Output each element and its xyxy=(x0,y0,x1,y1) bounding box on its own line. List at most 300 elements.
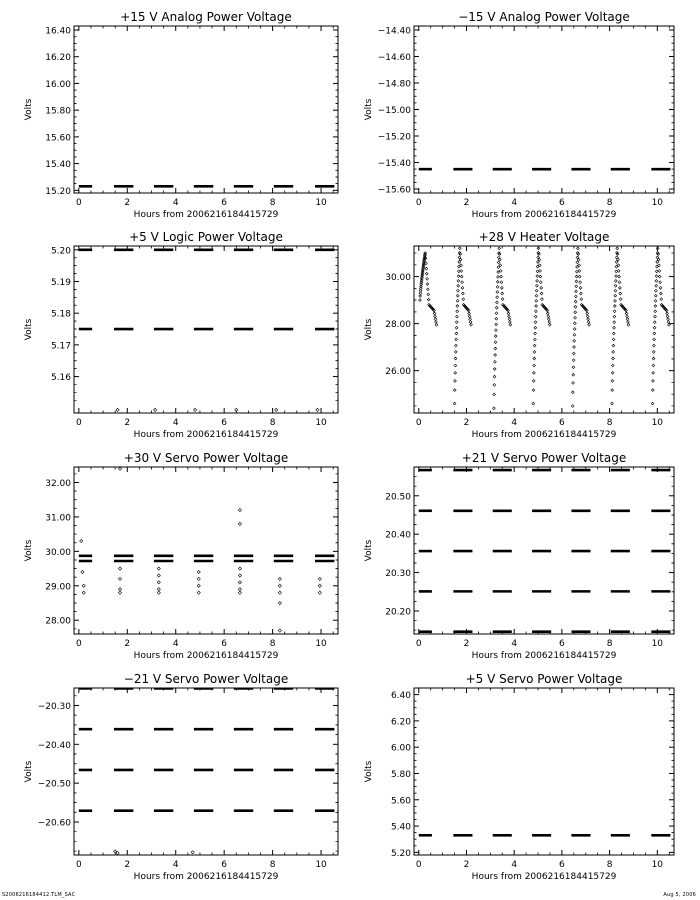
data-point xyxy=(157,574,160,577)
chart-panel xyxy=(364,230,674,440)
y-tick-label: 15.80 xyxy=(45,106,71,117)
data-point xyxy=(576,247,579,250)
y-tick-label: 30.00 xyxy=(45,547,71,558)
x-tick-label: 8 xyxy=(606,418,613,428)
x-tick-label: 4 xyxy=(511,418,518,428)
data-point xyxy=(425,272,428,275)
data-point xyxy=(658,275,661,278)
data-point xyxy=(619,286,622,289)
data-point xyxy=(457,270,460,273)
data-point xyxy=(572,352,575,355)
data-point xyxy=(457,275,460,278)
data-point xyxy=(118,591,121,594)
y-tick-label: 16.20 xyxy=(45,53,71,64)
data-point xyxy=(658,270,661,273)
data-point xyxy=(651,389,654,392)
data-point xyxy=(532,371,535,374)
data-point xyxy=(533,364,536,367)
y-tick-label: −14.40 xyxy=(377,26,411,37)
data-point xyxy=(495,317,498,320)
data-point xyxy=(534,332,537,335)
x-axis-label: Hours from 2006216184415729 xyxy=(133,210,279,220)
data-point xyxy=(532,389,535,392)
data-point xyxy=(613,315,616,318)
data-point xyxy=(118,577,121,580)
data-point xyxy=(655,284,658,287)
data-point xyxy=(457,284,460,287)
data-point xyxy=(654,294,657,297)
data-point xyxy=(586,312,589,315)
y-axis-label: Volts xyxy=(24,98,34,121)
data-point xyxy=(501,298,504,301)
data-point xyxy=(434,318,437,321)
data-point xyxy=(508,321,511,324)
data-point xyxy=(615,275,618,278)
data-point xyxy=(457,289,460,292)
data-point xyxy=(619,292,622,295)
data-point xyxy=(539,270,542,273)
data-point xyxy=(495,329,498,332)
data-point xyxy=(496,301,499,304)
data-point xyxy=(238,567,241,570)
data-point xyxy=(580,292,583,295)
chart-title: +28 V Heater Voltage xyxy=(478,230,610,244)
y-axis-label: Volts xyxy=(24,539,34,562)
y-tick-label: 30.00 xyxy=(385,273,411,284)
data-point xyxy=(118,588,121,591)
data-point xyxy=(540,292,543,295)
data-layer xyxy=(79,688,335,854)
data-point xyxy=(82,591,85,594)
data-point xyxy=(456,305,459,308)
chart-title: +15 V Analog Power Voltage xyxy=(120,10,292,24)
x-tick-label: 2 xyxy=(463,860,470,870)
data-point xyxy=(573,333,576,336)
x-tick-label: 10 xyxy=(315,639,327,649)
data-point xyxy=(572,359,575,362)
chart-panel xyxy=(364,10,674,220)
data-point xyxy=(539,281,542,284)
y-tick-label: 20.20 xyxy=(385,607,411,618)
data-point xyxy=(654,299,657,302)
data-point xyxy=(455,344,458,347)
data-point xyxy=(318,591,321,594)
data-point xyxy=(573,322,576,325)
data-point xyxy=(461,292,464,295)
data-point xyxy=(573,339,576,342)
plot-frame xyxy=(74,26,338,193)
data-point xyxy=(434,315,437,318)
data-point xyxy=(454,371,457,374)
data-point xyxy=(435,321,438,324)
data-point xyxy=(197,591,200,594)
data-point xyxy=(427,293,430,296)
chart-title: +30 V Servo Power Voltage xyxy=(123,451,289,465)
data-point xyxy=(118,467,121,470)
data-point xyxy=(494,360,497,363)
y-tick-label: 15.20 xyxy=(45,186,71,197)
data-point xyxy=(534,315,537,318)
y-tick-label: −14.60 xyxy=(377,52,411,63)
data-point xyxy=(157,567,160,570)
data-point xyxy=(456,294,459,297)
y-axis-label: Volts xyxy=(364,318,374,341)
data-point xyxy=(626,318,629,321)
data-point xyxy=(426,283,429,286)
x-tick-label: 8 xyxy=(606,198,613,208)
x-tick-label: 2 xyxy=(463,198,470,208)
data-point xyxy=(611,389,614,392)
data-layer xyxy=(419,470,671,632)
data-point xyxy=(580,298,583,301)
data-point xyxy=(508,318,511,321)
y-tick-label: 5.17 xyxy=(50,341,71,352)
data-point xyxy=(454,357,457,360)
y-tick-label: 20.30 xyxy=(385,569,411,580)
y-tick-label: −20.50 xyxy=(37,779,71,790)
plot-frame xyxy=(414,246,674,413)
x-tick-label: 2 xyxy=(463,639,470,649)
y-tick-label: 32.00 xyxy=(45,478,71,489)
y-tick-label: 20.50 xyxy=(385,492,411,503)
data-point xyxy=(494,354,497,357)
data-point xyxy=(468,315,471,318)
data-point xyxy=(586,315,589,318)
data-point xyxy=(238,581,241,584)
data-point xyxy=(614,279,617,282)
data-point xyxy=(588,323,591,326)
data-point xyxy=(435,323,438,326)
data-point xyxy=(651,402,654,405)
data-point xyxy=(614,299,617,302)
data-point xyxy=(497,266,500,269)
data-point xyxy=(653,321,656,324)
y-tick-label: 6.00 xyxy=(390,743,411,754)
data-point xyxy=(460,275,463,278)
y-tick-label: 15.40 xyxy=(45,160,71,171)
x-tick-label: 2 xyxy=(124,198,131,208)
y-tick-label: 6.40 xyxy=(390,691,411,702)
data-point xyxy=(157,581,160,584)
data-point xyxy=(612,332,615,335)
data-point xyxy=(575,285,578,288)
data-point xyxy=(574,316,577,319)
data-point xyxy=(118,567,121,570)
data-point xyxy=(508,315,511,318)
x-axis-label: Hours from 2006216184415729 xyxy=(471,651,617,661)
data-point xyxy=(455,326,458,329)
plot-frame xyxy=(74,688,338,855)
data-point xyxy=(571,391,574,394)
data-point xyxy=(653,326,656,329)
y-tick-label: −15.40 xyxy=(377,159,411,170)
data-point xyxy=(535,289,538,292)
y-axis-label: Volts xyxy=(364,539,374,562)
x-tick-label: 0 xyxy=(415,860,422,870)
x-tick-label: 10 xyxy=(651,639,664,649)
data-point xyxy=(238,574,241,577)
x-tick-label: 10 xyxy=(651,860,664,870)
data-layer xyxy=(79,250,335,412)
data-point xyxy=(427,298,430,301)
data-point xyxy=(456,299,459,302)
data-point xyxy=(574,300,577,303)
data-point xyxy=(157,588,160,591)
data-point xyxy=(548,321,551,324)
data-point xyxy=(535,294,538,297)
data-point xyxy=(547,315,550,318)
data-layer xyxy=(79,467,335,632)
data-point xyxy=(579,286,582,289)
x-tick-label: 6 xyxy=(221,860,228,870)
data-point xyxy=(197,584,200,587)
data-point xyxy=(469,318,472,321)
data-point xyxy=(509,323,512,326)
x-tick-label: 0 xyxy=(75,639,82,649)
data-point xyxy=(535,305,538,308)
data-point xyxy=(532,380,535,383)
data-point xyxy=(493,393,496,396)
data-point xyxy=(587,318,590,321)
data-point xyxy=(613,305,616,308)
data-point xyxy=(499,264,502,267)
x-tick-label: 10 xyxy=(651,198,664,208)
x-tick-label: 8 xyxy=(269,860,276,870)
data-point xyxy=(653,338,656,341)
data-point xyxy=(653,344,656,347)
data-point xyxy=(500,275,503,278)
data-point xyxy=(507,312,510,315)
data-point xyxy=(278,591,281,594)
data-point xyxy=(425,267,428,270)
data-point xyxy=(575,275,578,278)
data-point xyxy=(462,298,465,301)
x-tick-label: 8 xyxy=(606,639,613,649)
data-point xyxy=(454,364,457,367)
data-point xyxy=(500,286,503,289)
y-tick-label: −15.20 xyxy=(377,132,411,143)
data-point xyxy=(81,570,84,573)
data-point xyxy=(82,584,85,587)
x-axis-label: Hours from 2006216184415729 xyxy=(471,872,617,882)
x-tick-label: 4 xyxy=(511,198,518,208)
data-point xyxy=(238,591,241,594)
data-point xyxy=(576,261,579,264)
y-tick-label: 5.18 xyxy=(50,309,71,320)
data-point xyxy=(535,299,538,302)
data-point xyxy=(468,312,471,315)
data-point xyxy=(611,371,614,374)
data-point xyxy=(278,577,281,580)
data-point xyxy=(587,321,590,324)
y-tick-label: 31.00 xyxy=(45,513,71,524)
x-tick-label: 2 xyxy=(124,639,131,649)
data-point xyxy=(80,539,83,542)
y-tick-label: 16.40 xyxy=(45,26,71,37)
data-point xyxy=(573,346,576,349)
y-tick-label: −20.60 xyxy=(37,818,71,829)
y-axis-label: Volts xyxy=(24,318,34,341)
x-tick-label: 4 xyxy=(172,639,179,649)
data-point xyxy=(496,296,499,299)
data-point xyxy=(461,286,464,289)
data-point xyxy=(469,321,472,324)
y-tick-label: 16.00 xyxy=(45,79,71,90)
data-point xyxy=(655,275,658,278)
chart-panel xyxy=(24,451,338,661)
data-point xyxy=(659,281,662,284)
data-point xyxy=(571,405,574,408)
x-tick-label: 4 xyxy=(511,860,518,870)
data-point xyxy=(533,338,536,341)
data-point xyxy=(613,326,616,329)
data-point xyxy=(278,584,281,587)
x-tick-label: 0 xyxy=(75,418,82,428)
data-point xyxy=(655,289,658,292)
x-tick-label: 6 xyxy=(221,198,228,208)
data-point xyxy=(614,289,617,292)
data-point xyxy=(652,364,655,367)
data-point xyxy=(534,321,537,324)
x-tick-label: 8 xyxy=(269,418,276,428)
y-tick-label: 28.00 xyxy=(45,616,71,627)
y-tick-label: 5.80 xyxy=(390,769,411,780)
data-point xyxy=(454,351,457,354)
data-point xyxy=(426,288,429,291)
y-tick-label: −15.60 xyxy=(377,185,411,196)
data-point xyxy=(572,373,575,376)
data-point xyxy=(493,384,496,387)
x-tick-label: 0 xyxy=(75,198,82,208)
x-axis-label: Hours from 2006216184415729 xyxy=(133,872,279,882)
chart-panel xyxy=(24,10,338,220)
data-point xyxy=(534,326,537,329)
data-layer xyxy=(419,247,671,410)
data-point xyxy=(578,275,581,278)
data-point xyxy=(194,408,197,411)
data-point xyxy=(612,357,615,360)
x-axis-label: Hours from 2006216184415729 xyxy=(133,651,279,661)
data-point xyxy=(278,601,281,604)
data-point xyxy=(461,281,464,284)
data-point xyxy=(659,292,662,295)
x-tick-label: 6 xyxy=(221,418,228,428)
data-point xyxy=(652,357,655,360)
data-point xyxy=(619,298,622,301)
data-point xyxy=(157,591,160,594)
x-axis-label: Hours from 2006216184415729 xyxy=(133,430,279,440)
data-point xyxy=(536,279,539,282)
footer-date: Aug 5, 2006 xyxy=(663,892,696,898)
data-point xyxy=(493,368,496,371)
data-point xyxy=(574,295,577,298)
data-point xyxy=(659,286,662,289)
data-point xyxy=(618,281,621,284)
data-point xyxy=(533,351,536,354)
x-tick-label: 10 xyxy=(315,860,327,870)
data-point xyxy=(496,286,499,289)
data-point xyxy=(494,335,497,338)
data-point xyxy=(238,508,241,511)
data-point xyxy=(652,351,655,354)
data-point xyxy=(456,310,459,313)
data-point xyxy=(457,279,460,282)
data-point xyxy=(660,298,663,301)
chart-title: +21 V Servo Power Voltage xyxy=(461,451,627,465)
x-tick-label: 8 xyxy=(269,639,276,649)
data-point xyxy=(614,284,617,287)
plot-frame xyxy=(74,467,338,634)
x-tick-label: 0 xyxy=(415,639,422,649)
y-tick-label: 5.20 xyxy=(50,246,71,257)
x-tick-label: 2 xyxy=(124,418,131,428)
x-axis-label: Hours from 2006216184415729 xyxy=(471,210,617,220)
data-point xyxy=(666,315,669,318)
x-axis-label: Hours from 2006216184415729 xyxy=(471,430,617,440)
y-tick-label: 26.00 xyxy=(385,367,411,378)
data-point xyxy=(612,338,615,341)
data-point xyxy=(548,323,551,326)
y-tick-label: 29.00 xyxy=(45,582,71,593)
x-tick-label: 4 xyxy=(511,639,518,649)
data-point xyxy=(627,321,630,324)
data-point xyxy=(533,357,536,360)
data-point xyxy=(496,291,499,294)
data-point xyxy=(419,299,422,302)
data-point xyxy=(495,312,498,315)
y-tick-label: 5.20 xyxy=(390,848,411,859)
data-point xyxy=(500,281,503,284)
y-tick-label: −20.40 xyxy=(37,740,71,751)
data-point xyxy=(653,332,656,335)
data-point xyxy=(116,408,119,411)
y-tick-label: 5.16 xyxy=(50,373,71,384)
x-tick-label: 8 xyxy=(269,198,276,208)
data-point xyxy=(618,275,621,278)
data-point xyxy=(456,315,459,318)
data-point xyxy=(547,318,550,321)
data-point xyxy=(238,588,241,591)
data-point xyxy=(575,280,578,283)
data-point xyxy=(496,280,499,283)
data-point xyxy=(191,851,194,854)
chart-panel xyxy=(24,230,338,440)
data-point xyxy=(625,312,628,315)
data-point xyxy=(455,332,458,335)
chart-title: +5 V Logic Power Voltage xyxy=(129,230,283,244)
data-point xyxy=(539,275,542,278)
data-point xyxy=(536,270,539,273)
data-point xyxy=(574,311,577,314)
y-tick-label: 6.20 xyxy=(390,717,411,728)
x-tick-label: 10 xyxy=(315,198,327,208)
data-point xyxy=(455,321,458,324)
data-point xyxy=(612,344,615,347)
y-tick-label: −15.00 xyxy=(377,106,411,116)
data-point xyxy=(278,629,281,632)
y-tick-label: −14.80 xyxy=(377,79,411,90)
data-point xyxy=(495,323,498,326)
data-point xyxy=(613,321,616,324)
data-point xyxy=(611,364,614,367)
data-point xyxy=(666,312,669,315)
data-point xyxy=(501,292,504,295)
y-tick-label: 5.60 xyxy=(390,796,411,807)
x-tick-label: 6 xyxy=(559,639,565,649)
y-tick-label: 5.40 xyxy=(390,822,411,833)
data-point xyxy=(154,408,157,411)
data-point xyxy=(627,323,630,326)
